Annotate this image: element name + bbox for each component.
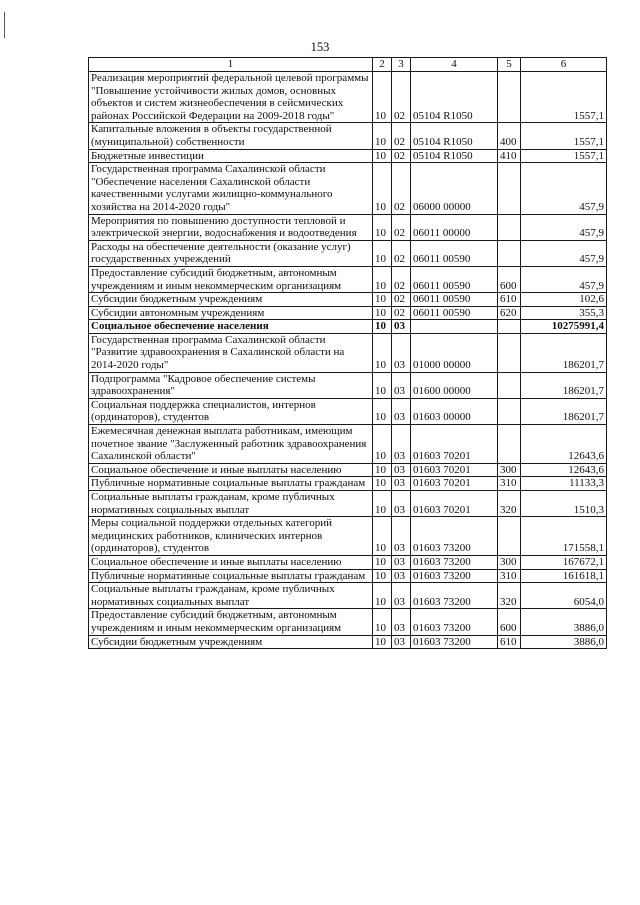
subsection-code-cell: 02 <box>392 266 411 292</box>
table-row <box>89 149 607 163</box>
table-row <box>89 635 607 649</box>
row-name-cell: Публичные нормативные социальные выплаты гражданам <box>89 569 373 583</box>
subsection-code-cell: 03 <box>392 569 411 583</box>
target-article-cell <box>411 320 498 334</box>
column-header: 4 <box>411 58 498 72</box>
section-code-cell: 10 <box>373 517 392 556</box>
amount-cell: 186201,7 <box>521 333 607 372</box>
column-header: 5 <box>498 58 521 72</box>
table-row <box>89 372 607 398</box>
row-name-cell: Социальные выплаты гражданам, кроме публичных нормативных социальных выплат <box>89 491 373 517</box>
expense-type-cell <box>498 240 521 266</box>
expense-type-cell: 300 <box>498 555 521 569</box>
section-code-cell: 10 <box>373 425 392 464</box>
section-code-cell: 10 <box>373 555 392 569</box>
target-article-cell: 06011 00590 <box>411 293 498 307</box>
column-header: 3 <box>392 58 411 72</box>
expense-type-cell <box>498 398 521 424</box>
amount-cell: 457,9 <box>521 240 607 266</box>
amount-cell: 3886,0 <box>521 635 607 649</box>
subsection-code-cell: 02 <box>392 163 411 214</box>
amount-cell: 12643,6 <box>521 425 607 464</box>
row-name-cell: Подпрограмма "Кадровое обеспечение системы здравоохранения" <box>89 372 373 398</box>
target-article-cell: 01603 70201 <box>411 425 498 464</box>
table-row <box>89 609 607 635</box>
table-row <box>89 425 607 464</box>
row-name-cell: Субсидии автономным учреждениям <box>89 306 373 320</box>
target-article-cell: 01603 70201 <box>411 463 498 477</box>
target-article-cell: 06011 00590 <box>411 240 498 266</box>
table-row <box>89 320 607 334</box>
row-name-cell: Меры социальной поддержки отдельных категорий медицинских работников, клинических интернов (ординаторов), студентов <box>89 517 373 556</box>
target-article-cell: 01000 00000 <box>411 333 498 372</box>
target-article-cell: 01603 73200 <box>411 609 498 635</box>
subsection-code-cell: 03 <box>392 372 411 398</box>
expense-type-cell <box>498 72 521 123</box>
section-code-cell: 10 <box>373 320 392 334</box>
amount-cell: 1557,1 <box>521 149 607 163</box>
expense-type-cell <box>498 517 521 556</box>
expense-type-cell: 310 <box>498 569 521 583</box>
subsection-code-cell: 03 <box>392 425 411 464</box>
subsection-code-cell: 02 <box>392 123 411 149</box>
expense-type-cell: 610 <box>498 635 521 649</box>
table-row <box>89 240 607 266</box>
subsection-code-cell: 03 <box>392 491 411 517</box>
section-code-cell: 10 <box>373 240 392 266</box>
subsection-code-cell: 03 <box>392 555 411 569</box>
row-name-cell: Государственная программа Сахалинской области "Обеспечение населения Сахалинской области качественными услугами жилищно-коммунального хозяйства на 2014-2020 годы" <box>89 163 373 214</box>
column-header: 2 <box>373 58 392 72</box>
subsection-code-cell: 02 <box>392 214 411 240</box>
section-code-cell: 10 <box>373 149 392 163</box>
expense-type-cell: 320 <box>498 491 521 517</box>
expense-type-cell: 610 <box>498 293 521 307</box>
section-code-cell: 10 <box>373 583 392 609</box>
table-row <box>89 123 607 149</box>
row-name-cell: Расходы на обеспечение деятельности (оказание услуг) государственных учреждений <box>89 240 373 266</box>
table-header-row <box>89 58 607 72</box>
row-name-cell: Предоставление субсидий бюджетным, автономным учреждениям и иным некоммерческим организациям <box>89 609 373 635</box>
target-article-cell: 01600 00000 <box>411 372 498 398</box>
expense-type-cell <box>498 320 521 334</box>
amount-cell: 3886,0 <box>521 609 607 635</box>
target-article-cell: 01603 73200 <box>411 569 498 583</box>
amount-cell: 457,9 <box>521 163 607 214</box>
subsection-code-cell: 03 <box>392 463 411 477</box>
amount-cell: 171558,1 <box>521 517 607 556</box>
subsection-code-cell: 02 <box>392 240 411 266</box>
section-code-cell: 10 <box>373 72 392 123</box>
row-name-cell: Капитальные вложения в объекты государственной (муниципальной) собственности <box>89 123 373 149</box>
column-header: 6 <box>521 58 607 72</box>
row-name-cell: Ежемесячная денежная выплата работникам, имеющим почетное звание "Заслуженный работник здравоохранения Сахалинской области" <box>89 425 373 464</box>
section-code-cell: 10 <box>373 463 392 477</box>
section-code-cell: 10 <box>373 477 392 491</box>
target-article-cell: 01603 70201 <box>411 477 498 491</box>
target-article-cell: 06011 00590 <box>411 266 498 292</box>
section-code-cell: 10 <box>373 372 392 398</box>
row-name-cell: Социальное обеспечение и иные выплаты населению <box>89 463 373 477</box>
table-row <box>89 306 607 320</box>
amount-cell: 1557,1 <box>521 72 607 123</box>
amount-cell: 457,9 <box>521 266 607 292</box>
amount-cell: 102,6 <box>521 293 607 307</box>
target-article-cell: 05104 R1050 <box>411 123 498 149</box>
expense-type-cell: 620 <box>498 306 521 320</box>
row-name-cell: Субсидии бюджетным учреждениям <box>89 293 373 307</box>
section-code-cell: 10 <box>373 609 392 635</box>
target-article-cell: 06000 00000 <box>411 163 498 214</box>
section-code-cell: 10 <box>373 333 392 372</box>
section-code-cell: 10 <box>373 266 392 292</box>
section-code-cell: 10 <box>373 491 392 517</box>
subsection-code-cell: 03 <box>392 398 411 424</box>
expense-type-cell: 300 <box>498 463 521 477</box>
amount-cell: 355,3 <box>521 306 607 320</box>
amount-cell: 161618,1 <box>521 569 607 583</box>
row-name-cell: Субсидии бюджетным учреждениям <box>89 635 373 649</box>
table-row <box>89 463 607 477</box>
amount-cell: 1510,3 <box>521 491 607 517</box>
row-name-cell: Мероприятия по повышению доступности тепловой и электрической энергии, водоснабжения и водоотведения <box>89 214 373 240</box>
amount-cell: 6054,0 <box>521 583 607 609</box>
target-article-cell: 01603 73200 <box>411 635 498 649</box>
section-code-cell: 10 <box>373 293 392 307</box>
scan-margin-mark <box>4 12 5 38</box>
subsection-code-cell: 03 <box>392 320 411 334</box>
table-row <box>89 333 607 372</box>
subsection-code-cell: 03 <box>392 517 411 556</box>
row-name-cell: Предоставление субсидий бюджетным, автономным учреждениям и иным некоммерческим организациям <box>89 266 373 292</box>
table-row <box>89 266 607 292</box>
table-row <box>89 214 607 240</box>
target-article-cell: 05104 R1050 <box>411 149 498 163</box>
expense-type-cell: 310 <box>498 477 521 491</box>
subsection-code-cell: 03 <box>392 635 411 649</box>
subsection-code-cell: 02 <box>392 306 411 320</box>
expense-type-cell <box>498 163 521 214</box>
subsection-code-cell: 03 <box>392 333 411 372</box>
target-article-cell: 01603 73200 <box>411 555 498 569</box>
amount-cell: 167672,1 <box>521 555 607 569</box>
table-row <box>89 555 607 569</box>
subsection-code-cell: 03 <box>392 477 411 491</box>
budget-table <box>88 57 607 649</box>
table-body <box>89 72 607 649</box>
amount-cell: 186201,7 <box>521 398 607 424</box>
section-code-cell: 10 <box>373 214 392 240</box>
page-number: 153 <box>310 40 330 54</box>
subsection-code-cell: 03 <box>392 583 411 609</box>
target-article-cell: 01603 70201 <box>411 491 498 517</box>
row-name-cell: Публичные нормативные социальные выплаты гражданам <box>89 477 373 491</box>
row-name-cell: Социальное обеспечение населения <box>89 320 373 334</box>
amount-cell: 186201,7 <box>521 372 607 398</box>
subsection-code-cell: 02 <box>392 72 411 123</box>
target-article-cell: 06011 00000 <box>411 214 498 240</box>
expense-type-cell <box>498 372 521 398</box>
amount-cell: 457,9 <box>521 214 607 240</box>
column-header: 1 <box>89 58 373 72</box>
amount-cell: 1557,1 <box>521 123 607 149</box>
expense-type-cell: 400 <box>498 123 521 149</box>
expense-type-cell: 600 <box>498 266 521 292</box>
expense-type-cell <box>498 214 521 240</box>
row-name-cell: Бюджетные инвестиции <box>89 149 373 163</box>
section-code-cell: 10 <box>373 398 392 424</box>
row-name-cell: Реализация мероприятий федеральной целевой программы "Повышение устойчивости жилых домов, основных объектов и систем жизнеобеспечения в сейсмических районах Российской Федерации на 2009-2018 годы" <box>89 72 373 123</box>
target-article-cell: 01603 00000 <box>411 398 498 424</box>
amount-cell: 10275991,4 <box>521 320 607 334</box>
subsection-code-cell: 02 <box>392 149 411 163</box>
table-row <box>89 477 607 491</box>
row-name-cell: Социальная поддержка специалистов, интернов (ординаторов), студентов <box>89 398 373 424</box>
amount-cell: 12643,6 <box>521 463 607 477</box>
table-row <box>89 583 607 609</box>
section-code-cell: 10 <box>373 123 392 149</box>
table-row <box>89 293 607 307</box>
row-name-cell: Государственная программа Сахалинской области "Развитие здравоохранения в Сахалинской области на 2014-2020 годы" <box>89 333 373 372</box>
subsection-code-cell: 02 <box>392 293 411 307</box>
target-article-cell: 05104 R1050 <box>411 72 498 123</box>
table-row <box>89 163 607 214</box>
expense-type-cell <box>498 333 521 372</box>
table-row <box>89 491 607 517</box>
target-article-cell: 01603 73200 <box>411 583 498 609</box>
section-code-cell: 10 <box>373 635 392 649</box>
section-code-cell: 10 <box>373 306 392 320</box>
target-article-cell: 06011 00590 <box>411 306 498 320</box>
row-name-cell: Социальное обеспечение и иные выплаты населению <box>89 555 373 569</box>
expense-type-cell: 320 <box>498 583 521 609</box>
expense-type-cell: 600 <box>498 609 521 635</box>
table-row <box>89 398 607 424</box>
section-code-cell: 10 <box>373 569 392 583</box>
section-code-cell: 10 <box>373 163 392 214</box>
subsection-code-cell: 03 <box>392 609 411 635</box>
expense-type-cell <box>498 425 521 464</box>
table-row <box>89 72 607 123</box>
target-article-cell: 01603 73200 <box>411 517 498 556</box>
amount-cell: 11133,3 <box>521 477 607 491</box>
row-name-cell: Социальные выплаты гражданам, кроме публичных нормативных социальных выплат <box>89 583 373 609</box>
table-row <box>89 517 607 556</box>
expense-type-cell: 410 <box>498 149 521 163</box>
table-row <box>89 569 607 583</box>
